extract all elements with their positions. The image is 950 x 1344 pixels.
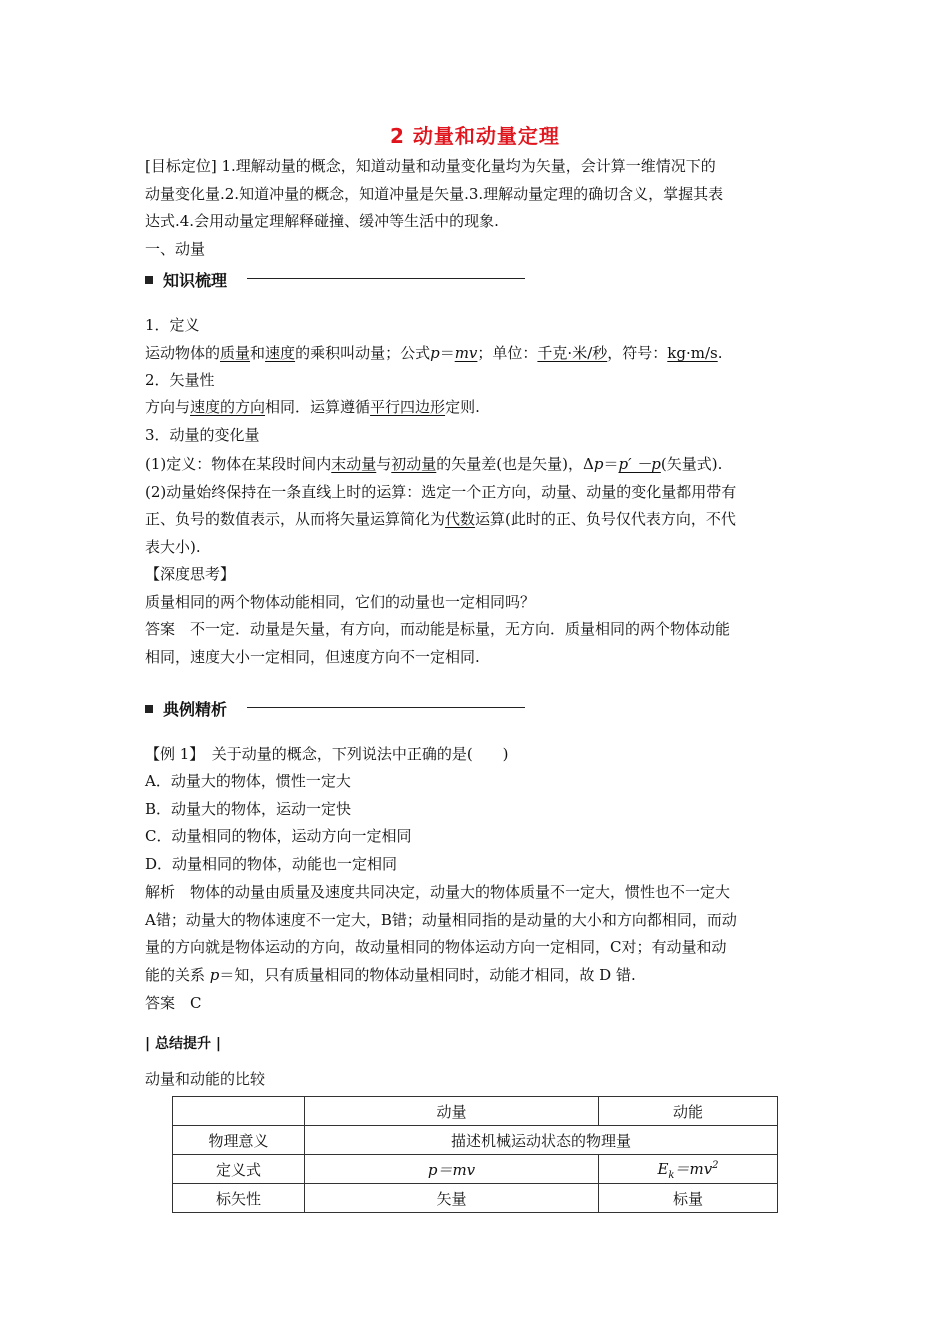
- analysis-line-4: [145, 962, 825, 989]
- blank-initial-momentum: 初动量: [391, 455, 437, 473]
- text: ＝知，只有质量相同的物体动量相同时，动能才相同，故 D 错.: [219, 966, 636, 984]
- blank-final-momentum: 末动量: [331, 455, 377, 473]
- table-cell: 标矢性: [173, 1184, 305, 1213]
- analysis-line-1: 解析 物体的动量由质量及速度共同决定，动量大的物体质量不一定大，惯性也不一定大: [145, 883, 731, 901]
- table-cell: [173, 1097, 305, 1126]
- text: ，符号：: [607, 344, 668, 362]
- k3-2-line-1: (2)动量始终保持在一条直线上时的运算：选定一个正方向，动量、动量的变化量都用带有: [145, 483, 737, 501]
- option-b: B．动量大的物体，运动一定快: [145, 800, 352, 818]
- symbol-p: p: [430, 344, 440, 362]
- text: (矢量式).: [660, 455, 723, 473]
- text: .: [717, 344, 723, 362]
- table-cell: 标量: [599, 1184, 778, 1213]
- symbol-p: p: [209, 966, 220, 984]
- section-rule: [247, 278, 525, 279]
- square-bullet-icon: [145, 705, 153, 713]
- k3-definition: [145, 451, 825, 478]
- table-header-momentum: 动量: [305, 1097, 599, 1126]
- table-header-kinetic-energy: 动能: [599, 1097, 778, 1126]
- deep-thinking-answer-1: 答案 不一定．动量是矢量，有方向，而动能是标量，无方向．质量相同的两个物体动能: [145, 620, 731, 638]
- text: 和: [250, 344, 266, 362]
- text: 2: [712, 1159, 719, 1171]
- table-cell: 矢量: [305, 1184, 599, 1213]
- text: ＝: [439, 344, 455, 362]
- objectives-line-3: 达式.4.会用动量定理解释碰撞、缓冲等生活中的现象.: [145, 212, 499, 230]
- section-knowledge-label: 知识梳理: [163, 271, 228, 290]
- objectives-line-2: 动量变化量.2.知道冲量的概念，知道冲量是矢量.3.理解动量定理的确切含义，掌握其表: [145, 185, 724, 203]
- text: 与: [376, 455, 392, 473]
- text: 运动物体的: [145, 344, 221, 362]
- text: 定则.: [445, 398, 480, 416]
- table-row: [173, 1126, 778, 1155]
- section-rule: [247, 707, 525, 708]
- part-heading: 一、动量: [145, 240, 206, 258]
- analysis-line-2: A错；动量大的物体速度不一定大，B错；动量相同指的是动量的大小和方向都相同，而动: [145, 911, 737, 929]
- deep-thinking-answer-2: 相同，速度大小一定相同，但速度方向不一定相同.: [145, 648, 480, 666]
- deep-thinking-heading: 【深度思考】: [145, 565, 236, 583]
- symbol-p: p: [593, 455, 604, 473]
- table-row: [173, 1097, 778, 1126]
- k1-heading: 1．定义: [145, 316, 200, 334]
- text: 方向与: [145, 398, 191, 416]
- square-bullet-icon: [145, 276, 153, 284]
- k3-heading: 3．动量的变化量: [145, 426, 260, 444]
- text: 相同．运算遵循: [265, 398, 371, 416]
- example-question: 【例 1】 关于动量的概念，下列说法中正确的是( ): [145, 745, 509, 763]
- text: 正、负号的数值表示，从而将矢量运算简化为: [145, 510, 446, 528]
- blank-rule: 平行四边形: [370, 398, 446, 416]
- k3-2-line-3: 表大小).: [145, 538, 201, 556]
- text: ＝: [603, 455, 619, 473]
- blank-symbol: kg·m/s: [667, 344, 718, 362]
- blank-mass: 质量: [220, 344, 251, 362]
- text: 运算(此时的正、负号仅代表方向，不代: [475, 510, 736, 528]
- page-title: 2 动量和动量定理: [390, 124, 560, 148]
- section-examples: [145, 697, 227, 720]
- table-row: [173, 1184, 778, 1213]
- table-cell: [599, 1155, 778, 1184]
- blank-direction: 速度的方向: [190, 398, 266, 416]
- option-a: A．动量大的物体，惯性一定大: [145, 772, 351, 790]
- option-d: D．动量相同的物体，动能也一定相同: [145, 855, 398, 873]
- answer: 答案 C: [145, 994, 202, 1012]
- section-examples-label: 典例精析: [163, 700, 228, 719]
- text: 的矢量差(也是矢量)，Δ: [436, 455, 594, 473]
- section-knowledge: [145, 268, 227, 291]
- table-cell: 描述机械运动状态的物理量: [305, 1126, 778, 1155]
- blank-difference: p′ －p: [618, 455, 661, 473]
- option-c: C．动量相同的物体，运动方向一定相同: [145, 827, 412, 845]
- blank-unit: 千克·米/秒: [537, 344, 608, 362]
- text: ；单位：: [477, 344, 538, 362]
- text: 能的关系: [145, 966, 210, 984]
- k2-definition: [145, 394, 825, 421]
- text: E: [657, 1159, 669, 1178]
- blank-velocity: 速度: [265, 344, 296, 362]
- table-cell: p＝mv: [305, 1155, 599, 1184]
- table-cell: 定义式: [173, 1155, 305, 1184]
- blank-formula: mv: [454, 344, 478, 362]
- k3-2-line-2: [145, 506, 825, 533]
- text: 的乘积叫动量；公式: [295, 344, 431, 362]
- table-row: [173, 1155, 778, 1184]
- deep-thinking-question: 质量相同的两个物体动能相同，它们的动量也一定相同吗？: [145, 593, 536, 611]
- objectives-line-1: [目标定位] 1.理解动量的概念，知道动量和动量变化量均为矢量，会计算一维情况下的: [145, 157, 716, 175]
- comparison-table: [172, 1096, 778, 1213]
- comparison-intro: 动量和动能的比较: [145, 1070, 266, 1088]
- analysis-line-3: 量的方向就是物体运动的方向，故动量相同的物体运动方向一定相同，C对；有动量和动: [145, 938, 727, 956]
- table-cell: 物理意义: [173, 1126, 305, 1155]
- text: ＝mv: [674, 1159, 713, 1178]
- k2-heading: 2．矢量性: [145, 371, 215, 389]
- summary-heading: | 总结提升 |: [145, 1036, 221, 1052]
- text: k: [668, 1169, 675, 1181]
- text: (1)定义：物体在某段时间内: [145, 455, 332, 473]
- k1-definition: [145, 340, 825, 367]
- blank-algebraic: 代数: [445, 510, 476, 528]
